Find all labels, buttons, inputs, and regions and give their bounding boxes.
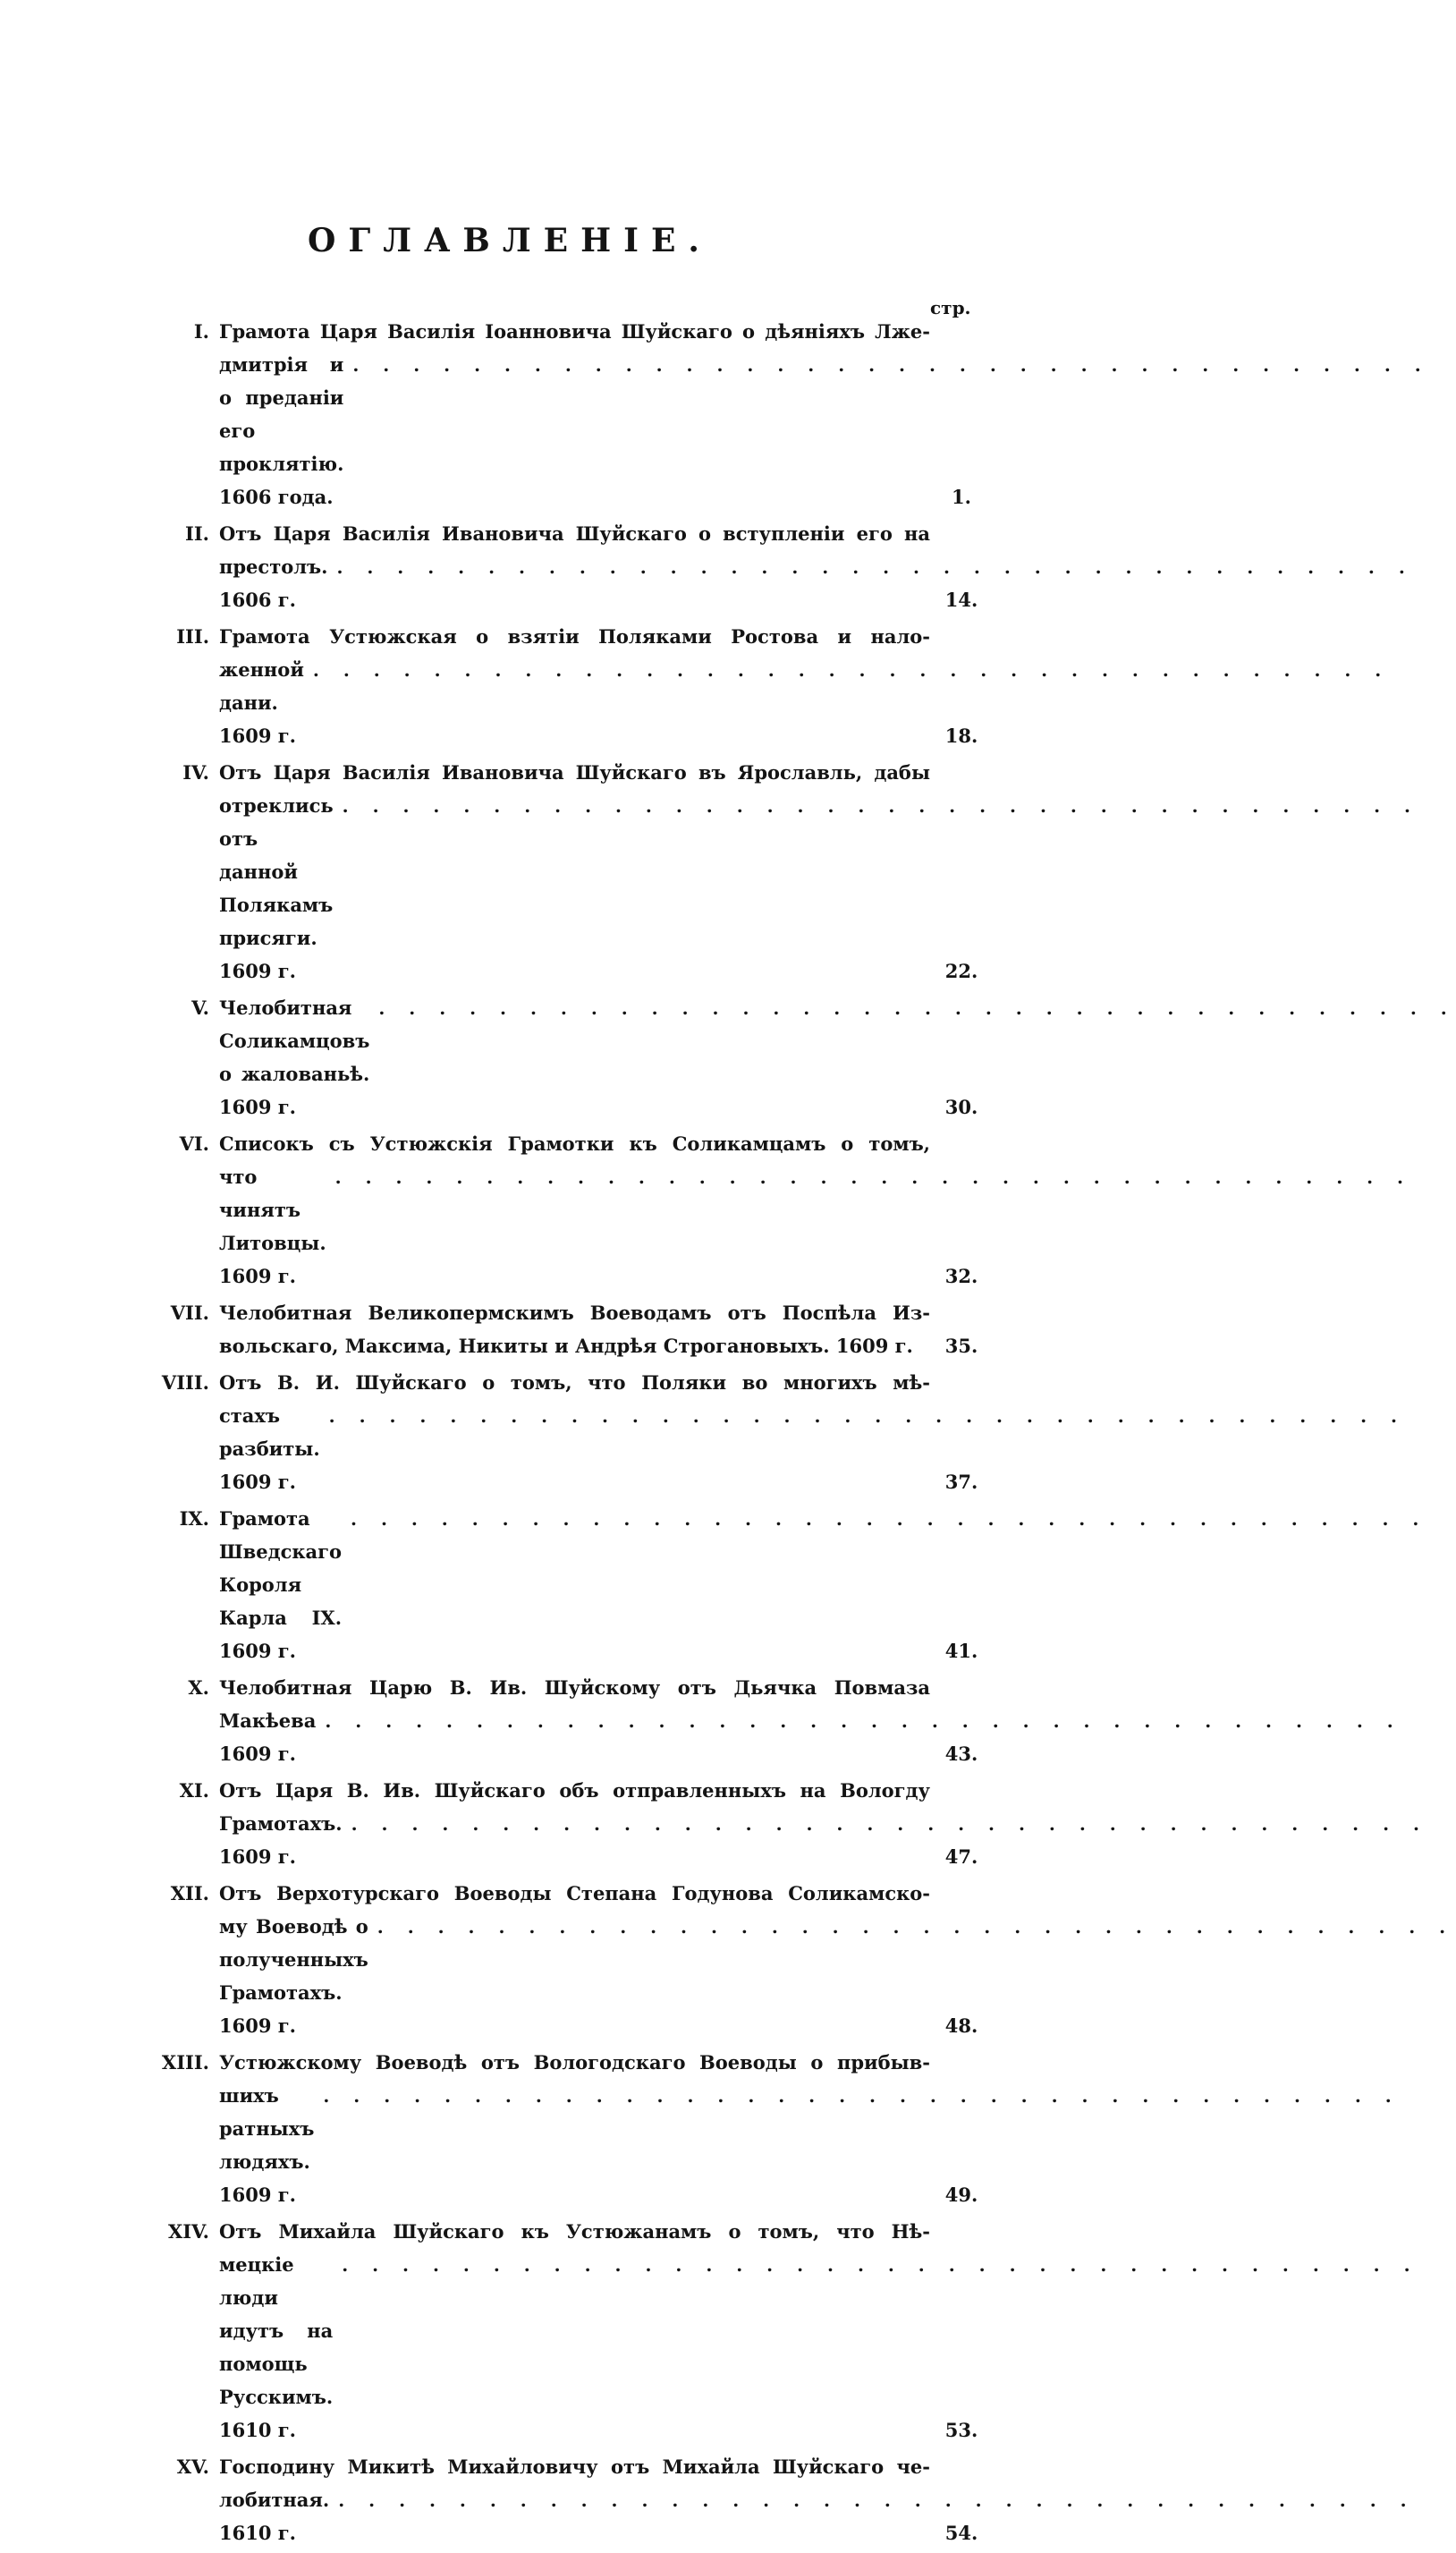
entry-number: XV. [176, 2455, 209, 2478]
toc-entry[interactable] [134, 2215, 1419, 2447]
leader-dots: . . . . . . . . . . . . . . . . . . . . . . . . . . . . . . . . . . . . [312, 659, 1391, 681]
leader-dots: . . . . . . . . . . . . . . . . . . . . . . . . . . . . . . . . . . . . [377, 1916, 1455, 1938]
entry-number: III. [176, 625, 209, 648]
entry-title-line: отреклись отъ данной Полякамъ присяги. 1609 г. [219, 794, 334, 982]
entry-page-number: 1. [952, 486, 971, 508]
entry-title-line: Отъ Царя В. Ив. Шуйскаго объ отправленныхъ на Вологду [219, 1779, 930, 1802]
leader-dots: . . . . . . . . . . . . . . . . . . . . . . . . . . . . . . . . . . . . [338, 2489, 1416, 2511]
entry-number: XIII. [161, 2051, 209, 2074]
entry-page-number: 54. [944, 2522, 978, 2544]
entry-title-line: Макѣева 1609 г. [219, 1709, 317, 1765]
leader-dots: . . . . . . . . . . . . . . . . . . . . . . . . . . . . . . . . . . . . [334, 1166, 1413, 1188]
toc-entry[interactable] [134, 1877, 1455, 2042]
entry-title-line: лобитная. 1610 г. [219, 2489, 330, 2544]
toc-entry[interactable] [134, 1127, 1413, 1293]
entry-title-line: Устюжскому Воеводѣ отъ Вологодскаго Воеводы о прибыв- [219, 2051, 930, 2074]
toc-entry[interactable] [134, 1774, 1428, 1873]
entry-title-line: му Воеводѣ о полученныхъ Грамотахъ. 1609 г. [219, 1915, 368, 2037]
table-of-contents [134, 315, 1456, 2553]
entry-number: VIII. [161, 1371, 209, 1394]
entry-page-number: 43. [944, 1743, 978, 1765]
leader-dots: . . . . . . . . . . . . . . . . . . . . . . . . . . . . . . . . . . . . [351, 1813, 1428, 1835]
entry-page-number: 30. [944, 1096, 978, 1118]
page-title: ОГЛАВЛЕНІЕ. [308, 222, 712, 259]
entry-page-number: 47. [944, 1845, 978, 1868]
entry-title-line: Челобитная Царю В. Ив. Шуйскому отъ Дьячка Повмаза [219, 1676, 930, 1699]
entry-number: V. [191, 997, 209, 1019]
entry-number: XII. [170, 1882, 209, 1904]
entry-title-line: женной дани. 1609 г. [219, 658, 304, 747]
leader-dots: . . . . . . . . . . . . . . . . . . . . . . . . . . . . . . . . . . . . [351, 1508, 1428, 1530]
entry-number: VI. [179, 1132, 209, 1155]
entry-title-line: дмитрія и о преданіи его проклятію. 1606 года. [219, 353, 344, 508]
entry-page-number: 53. [944, 2419, 978, 2441]
toc-entry[interactable] [134, 315, 1430, 513]
toc-entry[interactable] [134, 620, 1391, 752]
entry-title-line: Грамотахъ. 1609 г. [219, 1812, 343, 1868]
entry-number: IV. [182, 761, 209, 784]
leader-dots: . . . . . . . . . . . . . . . . . . . . . . . . . . . . . . . . . . . . [328, 1405, 1407, 1427]
toc-entry[interactable] [134, 1366, 1407, 1498]
entry-title-line: Списокъ съ Устюжскія Грамотки къ Соликамцамъ о томъ, [219, 1132, 930, 1155]
leader-dots: . . . . . . . . . . . . . . . . . . . . . . . . . . . . . . . . . . . . [323, 2085, 1401, 2107]
entry-number: IX. [179, 1507, 209, 1530]
entry-page-number: 35. [944, 1335, 978, 1357]
entry-title-line: Грамота Шведскаго Короля Карла IX. 1609 г. [219, 1507, 343, 1662]
entry-number: X. [188, 1676, 209, 1699]
entry-title-line: Отъ В. И. Шуйскаго о томъ, что Поляки во многихъ мѣ- [219, 1371, 930, 1394]
entry-page-number: 14. [944, 589, 978, 611]
leader-dots: . . . . . . . . . . . . . . . . . . . . . . . . . . . . . . . . . . . . [342, 2254, 1419, 2276]
entry-page-number: 48. [944, 2014, 978, 2037]
entry-number: VII. [170, 1302, 209, 1324]
toc-entry[interactable] [134, 2046, 1401, 2211]
page-column-header: стр. [930, 297, 971, 318]
entry-title-line: Грамота Устюжская о взятіи Поляками Ростова и нало- [219, 625, 930, 648]
toc-entry[interactable] [134, 517, 1414, 616]
entry-title-line: Господину Микитѣ Михайловичу отъ Михайла Шуйскаго че- [219, 2455, 930, 2478]
entry-title-line: Грамота Царя Василія Іоанновича Шуйскаго о дѣяніяхъ Лже- [219, 320, 930, 343]
toc-entry[interactable] [134, 991, 1456, 1124]
entry-page-number: 41. [944, 1640, 978, 1662]
entry-page-number: 49. [944, 2184, 978, 2206]
entry-title-line: что чинятъ Литовцы. 1609 г. [219, 1166, 326, 1287]
entry-title-line: Отъ Верхотурскаго Воеводы Степана Годунова Соликамско- [219, 1882, 930, 1904]
entry-page-number: 22. [944, 960, 978, 982]
leader-dots: . . . . . . . . . . . . . . . . . . . . . . . . . . . . . . . . . . . . [378, 997, 1456, 1019]
entry-title-line: Отъ Царя Василія Ивановича Шуйскаго въ Ярославль, дабы [219, 761, 930, 784]
leader-dots: . . . . . . . . . . . . . . . . . . . . . . . . . . . . . . . . . . . . [325, 1710, 1402, 1732]
entry-title-line: престолъ. 1606 г. [219, 556, 328, 611]
entry-page-number: 18. [944, 725, 978, 747]
toc-entry[interactable] [134, 1296, 993, 1362]
entry-title-line: Челобитная Соликамцовъ о жалованьѣ. 1609 г. [219, 997, 370, 1118]
entry-title-line: стахъ разбиты. 1609 г. [219, 1404, 320, 1493]
entry-page-number: 37. [944, 1471, 978, 1493]
leader-dots: . . . . . . . . . . . . . . . . . . . . . . . . . . . . . . . . . . . . [336, 556, 1414, 578]
entry-number: II. [185, 522, 209, 545]
entry-title-line: вольскаго, Максима, Никиты и Андрѣя Строгановыхъ. 1609 г. [219, 1335, 913, 1357]
entry-title-line: шихъ ратныхъ людяхъ. 1609 г. [219, 2084, 315, 2206]
entry-title-line: Отъ Царя Василія Ивановича Шуйскаго о вступленіи его на [219, 522, 930, 545]
entry-number: I. [193, 320, 209, 343]
toc-entry[interactable] [134, 2450, 1416, 2549]
entry-title-line: Челобитная Великопермскимъ Воеводамъ отъ Поспѣла Из- [219, 1302, 930, 1324]
entry-title-line: Отъ Михайла Шуйскаго къ Устюжанамъ о томъ, что Нѣ- [219, 2220, 930, 2243]
toc-entry[interactable] [134, 756, 1420, 988]
entry-page-number: 32. [944, 1265, 978, 1287]
toc-entry[interactable] [134, 1671, 1402, 1770]
toc-entry[interactable] [134, 1502, 1428, 1667]
entry-number: XI. [179, 1779, 209, 1802]
entry-number: XIV. [167, 2220, 209, 2243]
entry-title-line: мецкіе люди идутъ на помощь Русскимъ. 1610 г. [219, 2253, 334, 2441]
leader-dots: . . . . . . . . . . . . . . . . . . . . . . . . . . . . . . . . . . . . [342, 795, 1420, 817]
leader-dots: . . . . . . . . . . . . . . . . . . . . . . . . . . . . . . . . . . . . [352, 354, 1430, 376]
